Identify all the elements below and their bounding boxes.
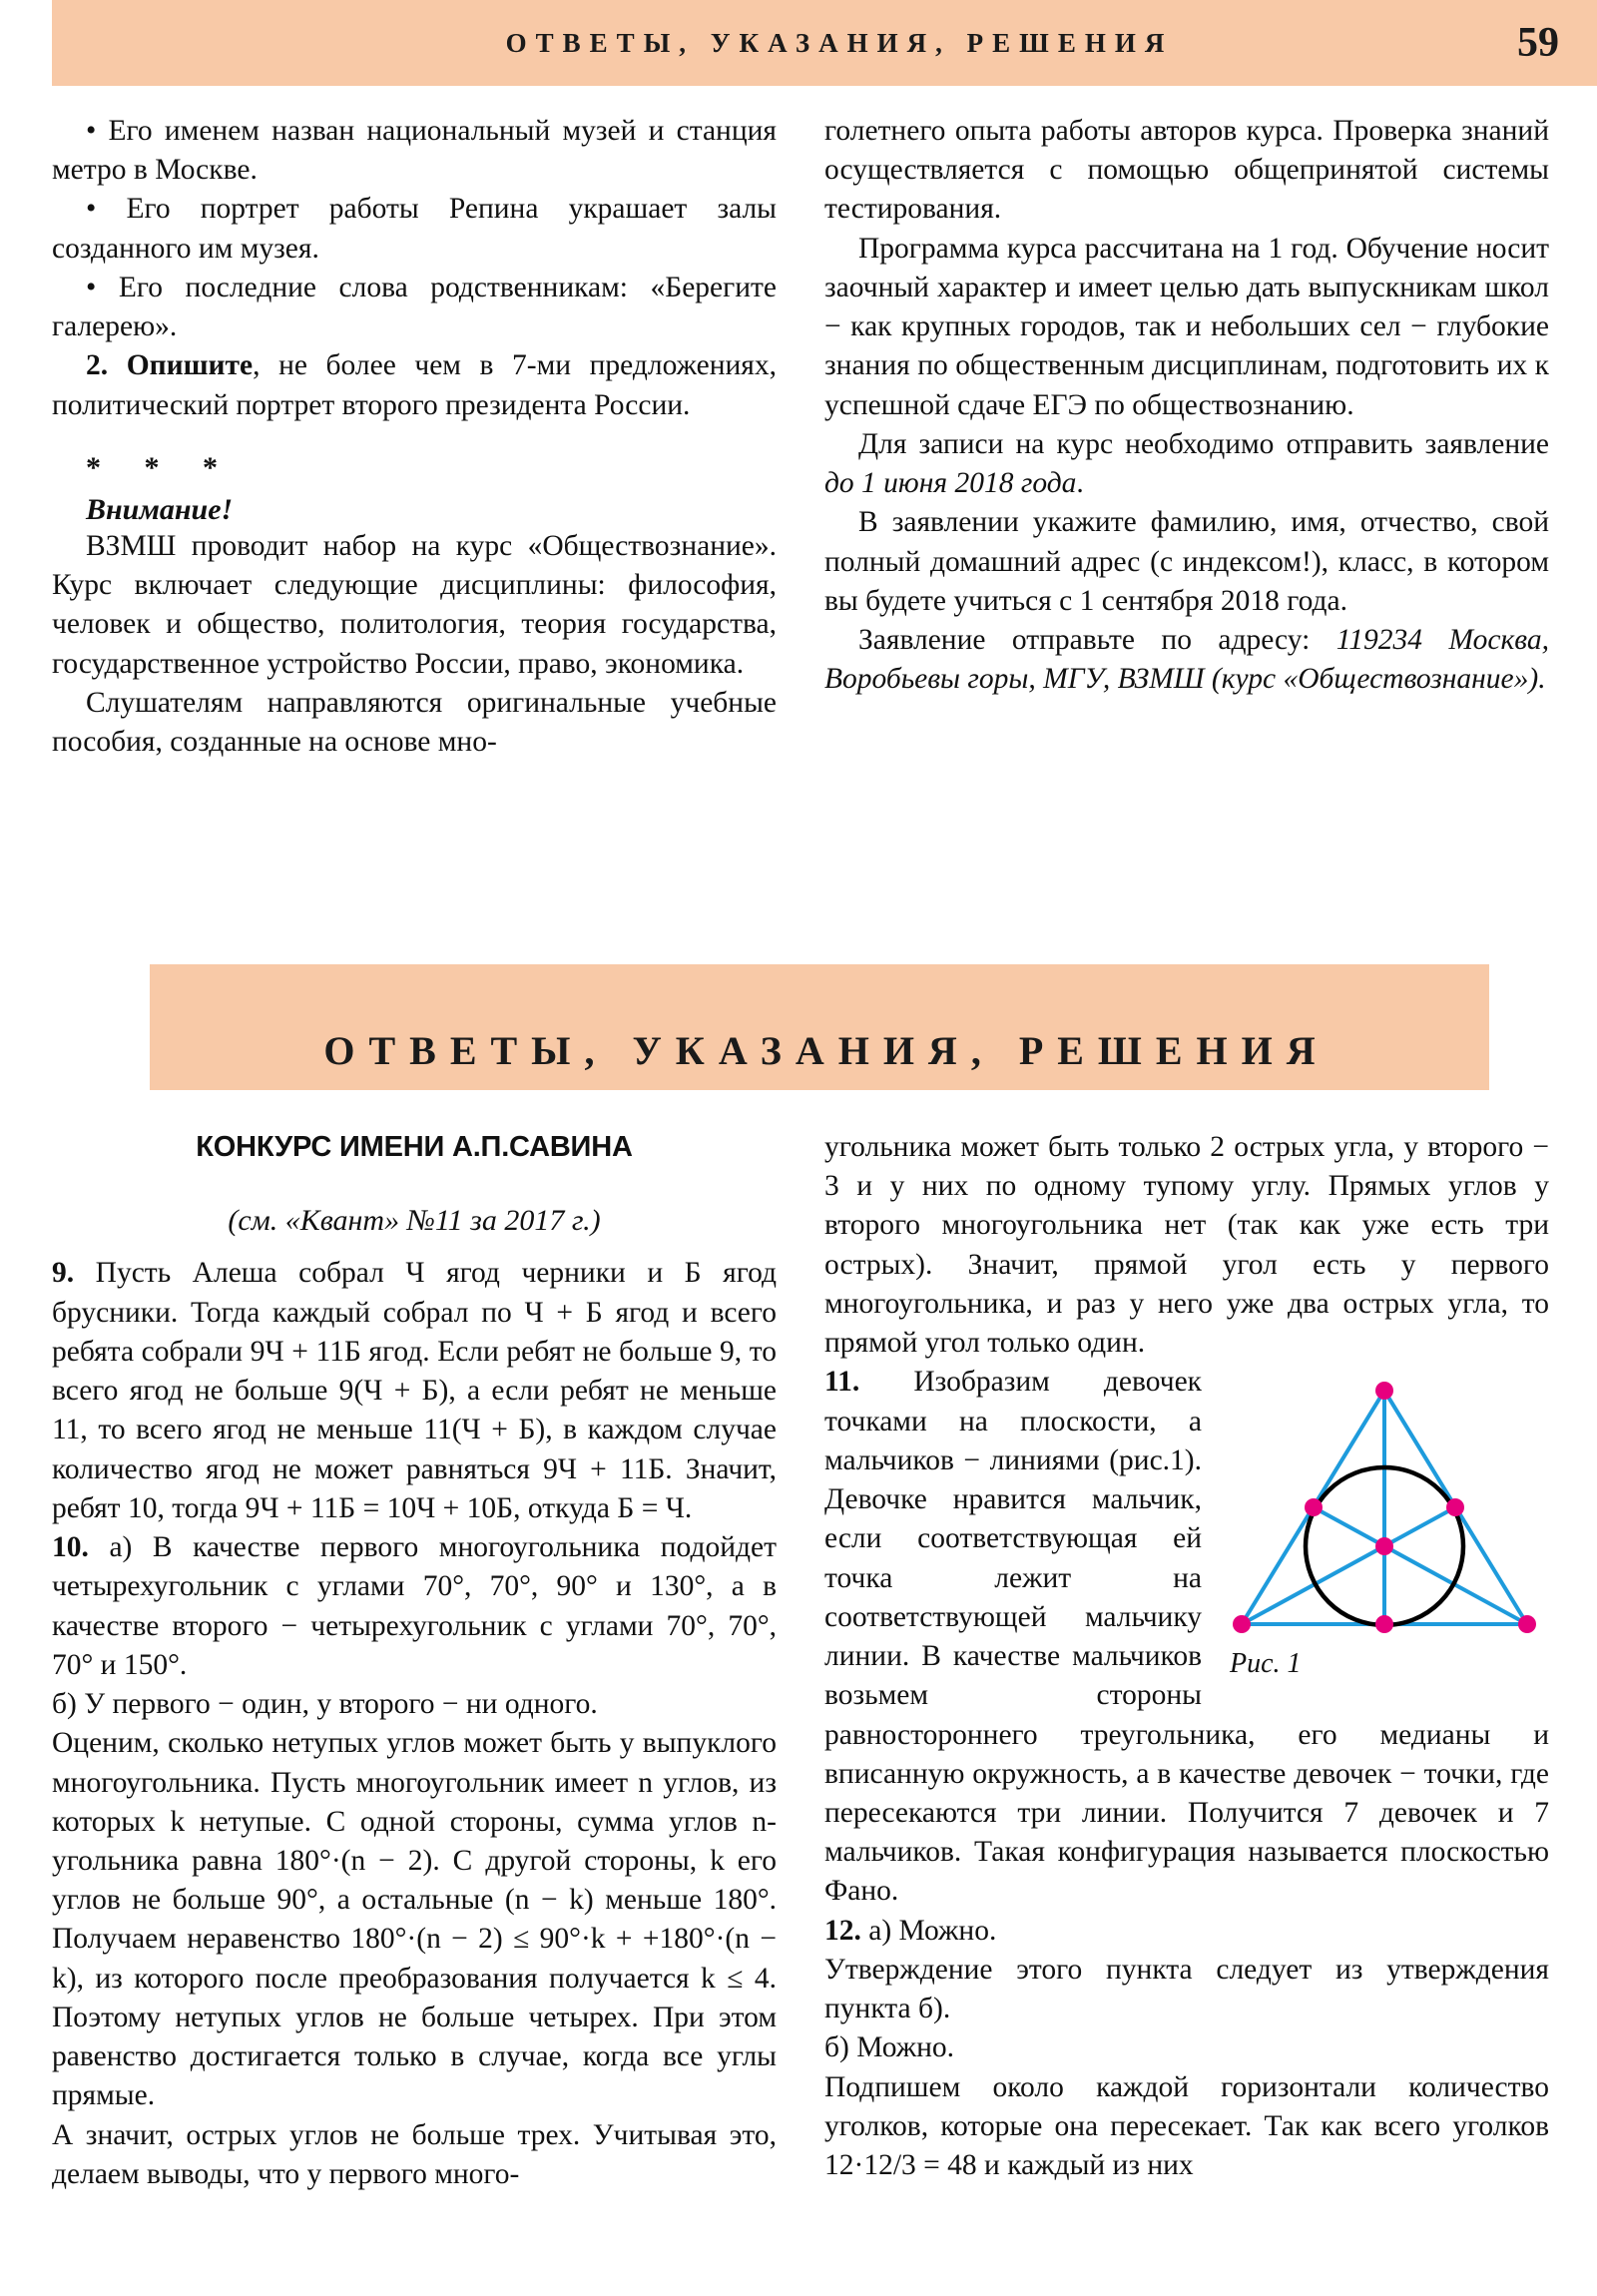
answer-item-12-b: б) Можно. xyxy=(824,2031,955,2064)
section-separator-stars: * * * xyxy=(86,450,236,484)
vzmsh-paragraph: ВЗМШ проводит набор на курс «Обществознание». Курс включает следующие дисциплины: философия, человек и общество, политология, теория государства, государственное устройство России, право, экономика. xyxy=(52,529,777,680)
bullet-item: • Его последние слова родственникам: «Берегите галерею». xyxy=(52,271,777,343)
figure-1 xyxy=(1220,1373,1549,1680)
answer-item-12-a-text: а) Можно. xyxy=(860,1914,997,1947)
answer-item-12-a2: Утверждение этого пункта следует из утверждения пункта б). xyxy=(824,1953,1549,2025)
point-apex xyxy=(1375,1382,1393,1400)
answer-item-9 xyxy=(52,1254,777,1528)
address-value: 119234 Москва, Воробьевы горы, МГУ, ВЗМШ (курс «Обществознание»). xyxy=(824,624,1549,696)
point-mid-right xyxy=(1446,1498,1464,1516)
answer-item-10-number: 10. xyxy=(52,1531,89,1564)
answer-item-12-a xyxy=(824,1912,1549,1951)
point-bottom-right xyxy=(1518,1615,1536,1633)
top-left-column xyxy=(52,112,777,762)
figure-1-caption: Рис. 1 xyxy=(1230,1648,1302,1680)
answer-item-9-text: Пусть Алеша собрал Ч ягод черники и Б ягод брусники. Тогда каждый собрал по Ч + Б ягод и всего ребята собрали 9Ч + 11Б ягод. Если ребят не больше 9, то всего ягод не больше 9(Ч + Б), а если ребят не меньше 11, то всего ягод не меньше 11(Ч + Б), в каждом случае количество ягод не может равняться 9Ч + 11Б. Значит, ребят 10, тогда 9Ч + 11Б = 10Ч + 10Б, откуда Б = Ч. xyxy=(52,1257,777,1524)
answer-item-10-a-text: а) В качестве первого многоугольника подойдет четырехугольник с углами 70°, 70°, 90° и 130°, а в качестве второго − четырехугольник с углами 70°, 70°, 70° и 150°. xyxy=(52,1531,777,1681)
answer-item-10-continued: угольника может быть только 2 острых угла, у второго − 3 и у них по одному тупому углу. Прямых углов у второго многоугольника нет (так как уже есть три острых). Значит, прямой угол есть у первого многоугольника, и раз у него уже два острых угла, то прямой угол только один. xyxy=(824,1131,1549,1360)
running-head-title: ОТВЕТЫ, УКАЗАНИЯ, РЕШЕНИЯ xyxy=(505,27,1174,58)
point-mid-left xyxy=(1305,1498,1323,1516)
continued-paragraph: голетнего опыта работы авторов курса. Проверка знаний осуществляется с помощью общепринятой системы тестирования. xyxy=(824,115,1549,226)
answer-item-10-b2: Оценим, сколько нетупых углов может быть у выпуклого многоугольника. Пусть многоугольник имеет n углов, из которых k нетупые. С одной стороны, сумма углов n-угольника равна 180°·(n − 2). С другой стороны, k его углов не больше 90°, а остальные (n − k) меньше 180°. Получаем неравенство 180°·(n − 2) ≤ 90°·k + +180°·(n − k), из которого после преобразования получается k ≤ 4. Поэтому нетупых углов не больше четырех. При этом равенство достигается только в случае, когда все углы прямые. xyxy=(52,1727,777,2112)
apply-deadline: до 1 июня 2018 года xyxy=(824,467,1077,500)
bullet-item: • Его портрет работы Репина украшает залы созданного им музея. xyxy=(52,193,777,265)
running-head xyxy=(52,0,1597,86)
attention-heading: Внимание! xyxy=(86,492,234,526)
answer-item-12-number: 12. xyxy=(824,1914,861,1947)
answer-item-9-number: 9. xyxy=(52,1257,75,1290)
point-bottom-mid xyxy=(1375,1615,1393,1633)
answers-section-banner-title: ОТВЕТЫ, УКАЗАНИЯ, РЕШЕНИЯ xyxy=(323,1028,1330,1073)
apply-text-pre: Для записи на курс необходимо отправить заявление xyxy=(858,427,1549,460)
apply-paragraph xyxy=(824,425,1549,503)
address-paragraph xyxy=(824,621,1549,699)
statement-paragraph: В заявлении укажите фамилию, имя, отчество, свой полный домашний адрес (с индексом!), класс, в котором вы будете учиться с 1 сентября 2018 года. xyxy=(824,506,1549,617)
answer-item-11-text: Изобразим девочек точками на плоскости, а мальчиков − линиями (рис.1). Девочке нравится мальчик, если соответствующая ей точка лежит на соответствующей мальчику линии. В качестве мальчиков возьмем стороны равностороннего треугольника, его медианы и вписанную окружность, а в качестве девочек − точки, где пересекаются три линии. Получится 7 девочек и 7 мальчиков. Такая конфигурация называется плоскостью Фано. xyxy=(824,1366,1549,1908)
point-bottom-left xyxy=(1233,1615,1251,1633)
answers-right-column xyxy=(824,1128,1549,2194)
page-number: 59 xyxy=(1517,20,1559,66)
answer-item-10-b3: А значит, острых углов не больше трех. Учитывая это, делаем выводы, что у первого много- xyxy=(52,2118,777,2190)
point-center xyxy=(1375,1537,1393,1555)
answers-columns xyxy=(52,1128,1549,2194)
materials-paragraph: Слушателям направляются оригинальные учебные пособия, созданные на основе мно- xyxy=(52,686,777,759)
bullet-item: • Его именем назван национальный музей и станция метро в Москве. xyxy=(52,115,777,187)
answer-item-12-b2: Подпишем около каждой горизонтали количество уголков, которые она пересекает. Так как всего уголков 12·12/3 = 48 и каждый из них xyxy=(824,2070,1549,2182)
see-reference: (см. «Квант» №11 за 2017 г.) xyxy=(228,1203,601,1237)
answer-item-11-number: 11. xyxy=(824,1366,860,1399)
answers-section-banner xyxy=(150,964,1489,1090)
task-2-paragraph xyxy=(52,346,777,424)
program-paragraph: Программа курса рассчитана на 1 год. Обучение носит заочный характер и имеет целью дать выпускникам школ − как крупных городов, так и небольших сел − глубокие знания по общественным дисциплинам, подготовить их к успешной сдаче ЕГЭ по обществознанию. xyxy=(824,232,1549,421)
address-label: Заявление отправьте по адресу: xyxy=(858,624,1336,657)
top-columns xyxy=(52,112,1549,762)
top-right-column xyxy=(824,112,1549,762)
answers-left-column xyxy=(52,1128,777,2194)
task-2-label: 2. Опишите xyxy=(86,349,254,382)
fano-plane-diagram xyxy=(1220,1373,1549,1644)
apply-text-post: . xyxy=(1076,467,1084,500)
answer-item-10-a xyxy=(52,1528,777,1685)
answer-item-10-b1: б) У первого − один, у второго − ни одного. xyxy=(52,1688,598,1721)
task-2-text: , не более чем в 7-ми предложениях, политический портрет второго президента России. xyxy=(52,349,777,421)
fano-plane-svg xyxy=(1220,1373,1549,1644)
contest-title: КОНКУРС ИМЕНИ А.П.САВИНА xyxy=(196,1131,633,1163)
